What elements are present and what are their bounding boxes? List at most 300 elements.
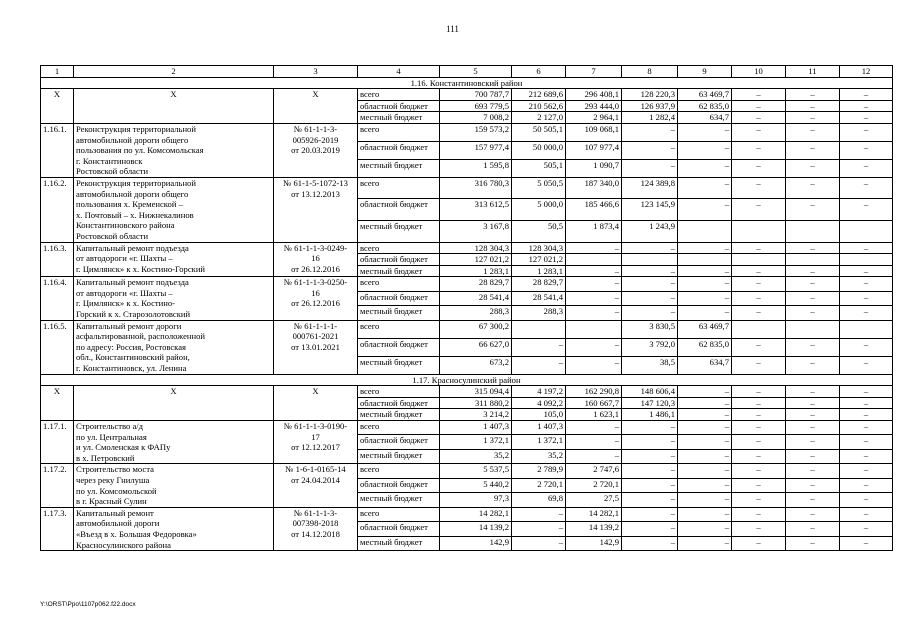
amount-v5: 311 880,2 [440, 397, 512, 409]
amount-v5: 66 627,0 [440, 338, 512, 356]
amount-v5: 1 283,1 [440, 265, 512, 277]
amount-v12 [840, 320, 893, 338]
item-number: 1.17.1. [41, 421, 74, 464]
item-number: 1.16.4. [41, 277, 74, 320]
expertise-conclusion [274, 242, 358, 277]
amount-v10: – [732, 464, 786, 478]
amount-v8: 148 606,4 [622, 386, 678, 398]
object-name-line: в г. Красный Сулин [76, 496, 147, 507]
table-row [41, 320, 893, 338]
expertise-conclusion-line: от 13.12.2013 [291, 188, 340, 199]
amount-v11: – [786, 100, 840, 112]
expertise-conclusion [274, 507, 358, 550]
amount-v12: – [840, 291, 893, 305]
amount-v9: – [678, 397, 732, 409]
amount-v9: – [678, 421, 732, 435]
amount-v10: – [732, 435, 786, 449]
object-name-line: г. Цимлянск» к х. Костино- [76, 298, 176, 309]
column-number-5: 5 [440, 66, 512, 78]
object-name-line: в х. Петровский [76, 452, 135, 463]
amount-v9: – [678, 493, 732, 507]
expertise-conclusion-line: № 1-6-1-0165-14 [285, 464, 346, 475]
expertise-conclusion-line: от 24.04.2014 [291, 474, 340, 485]
object-name-line: автомобильной дороги [76, 518, 160, 529]
expertise-conclusion-line: 007398-2018 [292, 518, 339, 529]
amount-v6: 1 283,1 [512, 265, 566, 277]
amount-v10: – [732, 356, 786, 374]
amount-v5: 14 282,1 [440, 507, 512, 521]
amount-v7: 185 466,6 [566, 199, 622, 221]
object-name-line: Капитальный ремонт дороги [76, 320, 182, 331]
amount-v12: – [840, 478, 893, 492]
amount-v11: – [786, 242, 840, 254]
amount-v5: 157 977,4 [440, 141, 512, 159]
funding-source-label: всего [358, 386, 440, 398]
funding-source-label: местный бюджет [358, 265, 440, 277]
object-name-line: Реконструкция территориальной [76, 177, 196, 188]
amount-v6: 1 407,3 [512, 421, 566, 435]
amount-v7: – [566, 356, 622, 374]
funding-source-label: местный бюджет [358, 536, 440, 550]
amount-v9: – [678, 199, 732, 221]
amount-v5: 97,3 [440, 493, 512, 507]
expertise-conclusion-line: № 61-1-1-1- [293, 320, 338, 331]
amount-v6: – [512, 536, 566, 550]
amount-v10: – [732, 112, 786, 124]
column-number-11: 11 [786, 66, 840, 78]
item-number: 1.16.1. [41, 123, 74, 177]
amount-v12: – [840, 386, 893, 398]
funding-source-label: местный бюджет [358, 409, 440, 421]
amount-v10: – [732, 421, 786, 435]
amount-v8: 123 145,9 [622, 199, 678, 221]
amount-v5: 1 372,1 [440, 435, 512, 449]
amount-v10 [732, 254, 786, 266]
amount-v8: – [622, 242, 678, 254]
amount-v12: – [840, 356, 893, 374]
amount-v8: 1 282,4 [622, 112, 678, 124]
amount-v6: 2 127,0 [512, 112, 566, 124]
amount-v8: 1 486,1 [622, 409, 678, 421]
column-number-7: 7 [566, 66, 622, 78]
amount-v10: – [732, 89, 786, 101]
funding-source-label: всего [358, 123, 440, 141]
amount-v9: – [678, 159, 732, 177]
amount-v6: 35,2 [512, 449, 566, 463]
funding-source-label: всего [358, 277, 440, 291]
amount-v10: – [732, 123, 786, 141]
object-name-line: пользования по ул. Комсомольская [76, 145, 204, 156]
object-name-line: г. Константиновск [76, 155, 143, 166]
amount-v11: – [786, 522, 840, 536]
section-header-row [41, 77, 893, 89]
table-row [41, 421, 893, 435]
object-name [74, 421, 274, 464]
amount-v6: 4 092,2 [512, 397, 566, 409]
funding-source-label: областной бюджет [358, 254, 440, 266]
amount-v6: 5 000,0 [512, 199, 566, 221]
expertise-conclusion-line: № 61-1-1-3- [293, 123, 338, 134]
amount-v10 [732, 320, 786, 338]
amount-v5: 313 612,5 [440, 199, 512, 221]
amount-v9: – [678, 522, 732, 536]
table-row [41, 123, 893, 141]
funding-source-label: всего [358, 242, 440, 254]
column-number-row [41, 66, 893, 78]
item-number: 1.17.2. [41, 464, 74, 507]
amount-v9 [678, 254, 732, 266]
amount-v5: 288,3 [440, 306, 512, 320]
amount-v10: – [732, 265, 786, 277]
amount-v5: 28 829,7 [440, 277, 512, 291]
amount-v5: 3 214,2 [440, 409, 512, 421]
amount-v11: – [786, 464, 840, 478]
amount-v9: 63 469,7 [678, 89, 732, 101]
amount-v7: 160 667,7 [566, 397, 622, 409]
amount-v5: 28 541,4 [440, 291, 512, 305]
object-name-line: по ул. Комсомольской [76, 485, 157, 496]
amount-v10: – [732, 242, 786, 254]
amount-v11: – [786, 397, 840, 409]
item-number: 1.16.3. [41, 242, 74, 277]
object-name-line: Строительство а/д [76, 421, 144, 431]
total-c2-cell: Х [74, 89, 274, 124]
funding-source-label: всего [358, 89, 440, 101]
column-number-6: 6 [512, 66, 566, 78]
object-name-line: автомобильной дороги общего [76, 134, 189, 145]
amount-v7: – [566, 421, 622, 435]
amount-v10: – [732, 397, 786, 409]
column-number-9: 9 [678, 66, 732, 78]
object-name [74, 507, 274, 550]
amount-v7: 1 090,7 [566, 159, 622, 177]
object-name [74, 242, 274, 277]
amount-v11: – [786, 493, 840, 507]
amount-v11: – [786, 265, 840, 277]
table-row [41, 277, 893, 291]
amount-v12: – [840, 493, 893, 507]
object-name [74, 123, 274, 177]
amount-v8: – [622, 265, 678, 277]
amount-v11: – [786, 112, 840, 124]
amount-v5: 14 139,2 [440, 522, 512, 536]
object-name-line: Красносулинского района [76, 539, 171, 550]
amount-v6: 28 829,7 [512, 277, 566, 291]
amount-v8: – [622, 291, 678, 305]
object-name-line: г. Цимлянск» к х. Костино-Горский [76, 263, 206, 274]
amount-v12: – [840, 89, 893, 101]
amount-v8: 3 830,5 [622, 320, 678, 338]
expertise-conclusion-line: от 20.03.2019 [291, 145, 340, 156]
amount-v6: 505,1 [512, 159, 566, 177]
amount-v8: – [622, 522, 678, 536]
funding-source-label: областной бюджет [358, 478, 440, 492]
funding-source-label: местный бюджет [358, 356, 440, 374]
table-row [41, 464, 893, 478]
amount-v5: 1 595,8 [440, 159, 512, 177]
amount-v8: – [622, 141, 678, 159]
expertise-conclusion-line: 16 [311, 253, 320, 264]
column-number-4: 4 [358, 66, 440, 78]
funding-source-label: всего [358, 464, 440, 478]
amount-v5: 127 021,2 [440, 254, 512, 266]
amount-v7: 296 408,1 [566, 89, 622, 101]
amount-v10: – [732, 199, 786, 221]
amount-v10: – [732, 277, 786, 291]
amount-v7: – [566, 291, 622, 305]
funding-source-label: всего [358, 177, 440, 199]
amount-v5: 673,2 [440, 356, 512, 374]
amount-v12: – [840, 100, 893, 112]
amount-v8: – [622, 478, 678, 492]
column-number-1: 1 [41, 66, 74, 78]
amount-v11: – [786, 199, 840, 221]
funding-source-label: местный бюджет [358, 493, 440, 507]
budget-table [40, 65, 893, 551]
amount-v9: – [678, 177, 732, 199]
expertise-conclusion [274, 320, 358, 374]
amount-v9 [678, 220, 732, 242]
amount-v11: – [786, 338, 840, 356]
amount-v7: 162 290,8 [566, 386, 622, 398]
expertise-conclusion-line: 005926-2019 [292, 134, 339, 145]
amount-v8: – [622, 449, 678, 463]
amount-v8: – [622, 277, 678, 291]
amount-v7: 2 720,1 [566, 478, 622, 492]
page-number: 111 [446, 24, 459, 34]
column-number-3: 3 [274, 66, 358, 78]
amount-v8: – [622, 507, 678, 521]
amount-v6: – [512, 522, 566, 536]
amount-v5: 693 779,5 [440, 100, 512, 112]
amount-v9: – [678, 409, 732, 421]
column-number-10: 10 [732, 66, 786, 78]
amount-v9: – [678, 478, 732, 492]
table-row [41, 89, 893, 101]
expertise-conclusion [274, 177, 358, 242]
expertise-conclusion-line: 16 [311, 287, 320, 298]
amount-v7: 27,5 [566, 493, 622, 507]
object-name-line: по адресу: Россия, Ростовская [76, 341, 186, 352]
funding-source-label: областной бюджет [358, 338, 440, 356]
amount-v7: 142,9 [566, 536, 622, 550]
amount-v5: 3 167,8 [440, 220, 512, 242]
expertise-conclusion-line: № 61-1-1-3- [293, 507, 338, 518]
amount-v10: – [732, 291, 786, 305]
section-title: 1.17. Красносулинский район [41, 374, 893, 386]
amount-v12: – [840, 449, 893, 463]
total-c3-cell: Х [274, 386, 358, 421]
amount-v12: – [840, 141, 893, 159]
amount-v6: – [512, 338, 566, 356]
object-name [74, 277, 274, 320]
total-c1-cell: Х [41, 386, 74, 421]
expertise-conclusion-line: от 26.12.2016 [291, 263, 340, 274]
funding-source-label: областной бюджет [358, 141, 440, 159]
amount-v5: 316 780,3 [440, 177, 512, 199]
amount-v6: 1 372,1 [512, 435, 566, 449]
amount-v11: – [786, 159, 840, 177]
amount-v12: – [840, 338, 893, 356]
funding-source-label: местный бюджет [358, 306, 440, 320]
amount-v10: – [732, 478, 786, 492]
amount-v11: – [786, 409, 840, 421]
amount-v10: – [732, 141, 786, 159]
amount-v12: – [840, 435, 893, 449]
object-name-line: Капитальный ремонт [76, 507, 154, 518]
amount-v8: 124 389,8 [622, 177, 678, 199]
total-c2-cell: Х [74, 386, 274, 421]
amount-v9: 634,7 [678, 356, 732, 374]
amount-v7: – [566, 449, 622, 463]
amount-v9: – [678, 386, 732, 398]
amount-v5: 67 300,2 [440, 320, 512, 338]
amount-v12: – [840, 277, 893, 291]
amount-v5: 315 094,4 [440, 386, 512, 398]
expertise-conclusion-line: № 61-1-1-3-0250- [283, 277, 348, 288]
amount-v10 [732, 220, 786, 242]
funding-source-label: областной бюджет [358, 522, 440, 536]
amount-v10: – [732, 507, 786, 521]
object-name-line: Горский к х. Старозолотовский [76, 309, 191, 320]
object-name-line: асфальтированной, расположенной [76, 331, 205, 342]
amount-v12: – [840, 507, 893, 521]
amount-v9: 62 835,0 [678, 338, 732, 356]
amount-v5: 5 537,5 [440, 464, 512, 478]
object-name-line: через реку Гнилуша [76, 474, 150, 485]
amount-v11: – [786, 141, 840, 159]
file-path-footer: Y:\ORST\Ppo\1107p062.f22.docx [40, 601, 136, 608]
amount-v6: 105,0 [512, 409, 566, 421]
amount-v7 [566, 320, 622, 338]
funding-source-label: областной бюджет [358, 397, 440, 409]
amount-v7: – [566, 277, 622, 291]
amount-v5: 142,9 [440, 536, 512, 550]
amount-v10: – [732, 536, 786, 550]
amount-v12: – [840, 265, 893, 277]
amount-v9: – [678, 464, 732, 478]
amount-v7: – [566, 265, 622, 277]
amount-v6: 128 304,3 [512, 242, 566, 254]
object-name [74, 464, 274, 507]
amount-v11: – [786, 177, 840, 199]
expertise-conclusion-line: № 61-1-1-3-0190- [283, 421, 348, 431]
funding-source-label: всего [358, 507, 440, 521]
amount-v10: – [732, 522, 786, 536]
amount-v11: – [786, 449, 840, 463]
expertise-conclusion [274, 421, 358, 464]
amount-v12 [840, 254, 893, 266]
amount-v9: – [678, 291, 732, 305]
expertise-conclusion-line: от 14.12.2018 [291, 528, 340, 539]
object-name-line: по ул. Центральная [76, 431, 147, 442]
table-row [41, 507, 893, 521]
amount-v8: – [622, 421, 678, 435]
object-name-line: от автодороги «г. Шахты – [76, 253, 173, 264]
amount-v12: – [840, 112, 893, 124]
amount-v7: 1 623,1 [566, 409, 622, 421]
object-name-line: и ул. Смоленская к ФАПу [76, 442, 171, 453]
amount-v8: – [622, 159, 678, 177]
amount-v5: 128 304,3 [440, 242, 512, 254]
column-number-12: 12 [840, 66, 893, 78]
amount-v9: – [678, 536, 732, 550]
amount-v6: 69,8 [512, 493, 566, 507]
total-c1-cell: Х [41, 89, 74, 124]
amount-v11: – [786, 478, 840, 492]
amount-v11: – [786, 277, 840, 291]
amount-v5: 159 573,2 [440, 123, 512, 141]
amount-v6: 127 021,2 [512, 254, 566, 266]
amount-v9: – [678, 449, 732, 463]
amount-v6: 4 197,2 [512, 386, 566, 398]
amount-v10: – [732, 159, 786, 177]
amount-v7: 107 977,4 [566, 141, 622, 159]
amount-v5: 1 407,3 [440, 421, 512, 435]
amount-v10: – [732, 493, 786, 507]
amount-v6 [512, 320, 566, 338]
amount-v6: 2 789,9 [512, 464, 566, 478]
amount-v6: 2 720,1 [512, 478, 566, 492]
amount-v7: 14 282,1 [566, 507, 622, 521]
amount-v9: – [678, 265, 732, 277]
item-number: 1.16.2. [41, 177, 74, 242]
amount-v6: – [512, 507, 566, 521]
expertise-conclusion-line: 17 [311, 431, 320, 442]
funding-source-label: местный бюджет [358, 159, 440, 177]
expertise-conclusion-line: № 61-1-1-3-0249- [283, 242, 348, 253]
object-name-line: «Въезд в х. Большая Федоровка» [76, 528, 197, 539]
item-number: 1.16.5. [41, 320, 74, 374]
amount-v7 [566, 254, 622, 266]
amount-v11: – [786, 89, 840, 101]
amount-v9: – [678, 123, 732, 141]
amount-v6: 50 505,1 [512, 123, 566, 141]
total-c3-cell: Х [274, 89, 358, 124]
amount-v6: 288,3 [512, 306, 566, 320]
amount-v11: – [786, 291, 840, 305]
funding-source-label: областной бюджет [358, 291, 440, 305]
amount-v12: – [840, 306, 893, 320]
amount-v8: 147 120,3 [622, 397, 678, 409]
amount-v5: 35,2 [440, 449, 512, 463]
amount-v7: 109 068,1 [566, 123, 622, 141]
object-name-line: от автодороги «г. Шахты – [76, 287, 173, 298]
amount-v7: 1 873,4 [566, 220, 622, 242]
funding-source-label: областной бюджет [358, 100, 440, 112]
amount-v8: – [622, 493, 678, 507]
amount-v9: 634,7 [678, 112, 732, 124]
amount-v6: 50,5 [512, 220, 566, 242]
amount-v12: – [840, 421, 893, 435]
amount-v12: – [840, 522, 893, 536]
expertise-conclusion-line: 000761-2021 [292, 331, 339, 342]
amount-v6: 28 541,4 [512, 291, 566, 305]
amount-v7: 2 964,1 [566, 112, 622, 124]
amount-v10: – [732, 409, 786, 421]
amount-v11 [786, 220, 840, 242]
object-name-line: х. Почтовый – х. Нижнекалинов [76, 209, 194, 220]
funding-source-label: всего [358, 320, 440, 338]
object-name-line: автомобильной дороги общего [76, 188, 189, 199]
amount-v8: 128 220,3 [622, 89, 678, 101]
amount-v6: 5 050,5 [512, 177, 566, 199]
funding-source-label: областной бюджет [358, 199, 440, 221]
amount-v6: 212 689,6 [512, 89, 566, 101]
amount-v7: 14 139,2 [566, 522, 622, 536]
amount-v8: – [622, 435, 678, 449]
object-name-line: г. Константиновск, ул. Ленина [76, 363, 187, 374]
